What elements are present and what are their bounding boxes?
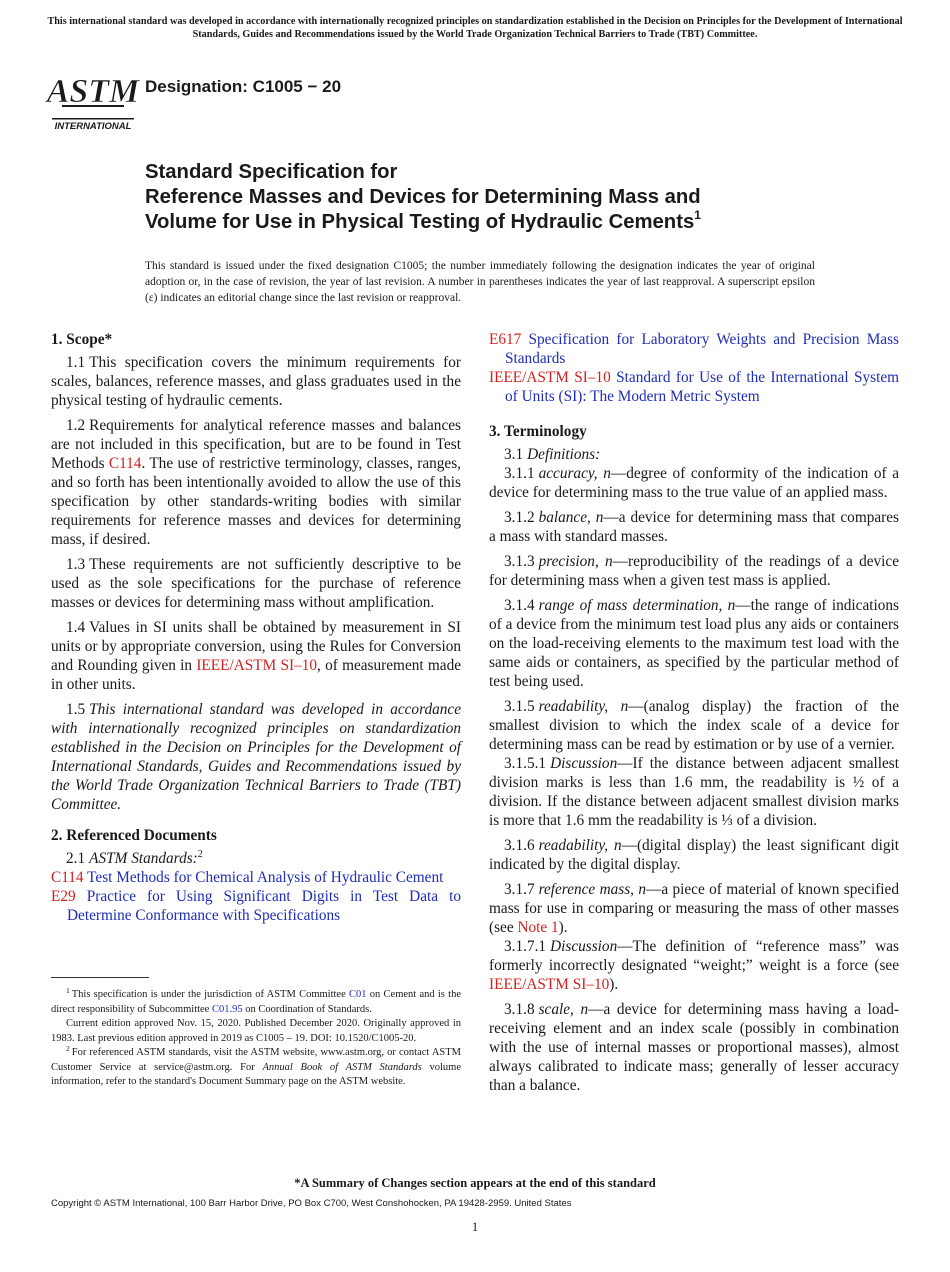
link-si10-ref[interactable]: IEEE/ASTM SI–10 [489, 976, 610, 993]
page-title [145, 160, 845, 235]
link-c0195[interactable]: C01.95 [211, 1003, 243, 1015]
referenced-documents-heading: 2. Referenced Documents [51, 827, 217, 844]
para-2-1: 2.1 ASTM Standards:$^2$ [66, 849, 203, 867]
ref-c114[interactable]: C114 Test Methods for Chemical Analysis of Hydraulic Cement [51, 869, 444, 886]
summary-of-changes-note: *A Summary of Changes section appears at the end of this standard [294, 1176, 656, 1190]
para-3-1-5: 3.1.5 readability, n—(analog display) the fraction of the smallest division to which the index scale of a device for determining mass can be read by estimation or by use of a vernier. [489, 698, 899, 753]
designation: Designation: C1005 − 20 [145, 77, 342, 96]
terminology-heading: 3. Terminology [489, 423, 587, 440]
para-3-1-2: 3.1.2 balance, n—a device for determining mass that compares a mass with standard masses. [489, 509, 899, 545]
scope-heading: 1. Scope* [51, 331, 113, 348]
para-1-2: 1.2 Requirements for analytical reference masses and balances are not included in this specification, but are to be found in Test Methods C114. The use of restrictive terminology, classes, ranges, and so forth has been intentionally avoided to allow the use of this specification by other standards-writing bodies with similar requirements for reference masses and devices for determining mass, if desired. [51, 417, 461, 548]
title-footnote-mark[interactable]: 1 [694, 208, 701, 222]
astm-logo [46, 58, 140, 132]
title-line-1: Standard Specification for [145, 161, 398, 183]
copyright: Copyright © ASTM International, 100 Barr Harbor Drive, PO Box C700, West Conshohocken, PA 19428-2959. United States [51, 1198, 572, 1209]
left-column [51, 330, 461, 925]
link-si10[interactable]: IEEE/ASTM SI–10 [196, 657, 318, 674]
para-1-1: 1.1 This specification covers the minimum requirements for scales, balances, reference masses, and glass graduates used in the physical testing of hydraulic cements. [51, 354, 461, 409]
para-1-5: 1.5 This international standard was developed in accordance with internationally recognized principles on standardization established in the Decision on Principles for the Development of International Standards, Guides and Recommendations issued by the World Trade Organization Technical Barriers to Trade (TBT) Committee. [51, 701, 461, 813]
para-3-1-5-1: 3.1.5.1 Discussion—If the distance between adjacent smallest division marks is less than 1.6 mm, the readability is ½ of a division. If the distance between adjacent smallest division marks is more that 1.6 mm the readability is ⅓ of a division. [489, 755, 899, 829]
logo-text: INTERNATIONAL [54, 121, 132, 132]
footnote-divider [51, 977, 149, 978]
title-line-2: Reference Masses and Devices for Determining Mass and [145, 186, 701, 208]
title-line-3: Volume for Use in Physical Testing of Hydraulic Cements$^1$ [145, 208, 701, 233]
para-1-3: 1.3 These requirements are not sufficiently descriptive to be used as the sole specifications for the purchase of reference masses or devices for determining mass without amplification. [51, 556, 461, 611]
para-3-1-7-1: 3.1.7.1 Discussion—The definition of “reference mass” was formerly incorrectly designated “weight;” weight is a force (see IEEE/ASTM SI–10). [489, 938, 899, 993]
link-c01[interactable]: C01 [349, 989, 367, 1000]
para-3-1-7: 3.1.7 reference mass, n—a piece of material of known specified mass for use in comparing or measuring the mass of other masses (see Note 1). [489, 881, 899, 936]
svg-text:ASTM: ASTM [46, 73, 140, 110]
right-column [489, 330, 899, 1101]
issue-note: This standard is issued under the fixed designation C1005; the number immediately following the designation indicates the year of original adoption or, in the case of revision, the year of last revision. A number in parentheses indicates the year of last reapproval. A superscript epsilon (ε) indicates an editorial change since the last revision or reapproval. [145, 260, 815, 304]
page-number: 1 [471, 1220, 479, 1234]
ref-e29[interactable]: E29 Practice for Using Significant Digits in Test Data to Determine Conformance with Specifications [51, 888, 461, 924]
link-note-1[interactable]: Note 1 [517, 919, 559, 936]
footnote-1: $^1$ This specification is under the jurisdiction of ASTM Committee C01 on Cement and is the direct responsibility of Subcommittee C01.95 on Coordination of Standards. [51, 986, 461, 1015]
para-3-1-6: 3.1.6 readability, n—(digital display) the least significant digit indicated by the digital display. [489, 837, 900, 873]
para-1-4: 1.4 Values in SI units shall be obtained by measurement in SI units or by appropriate conversion, using the Rules for Conversion and Rounding given in IEEE/ASTM SI–10, of measurement made in other units. [51, 619, 462, 693]
para-3-1-8: 3.1.8 scale, n—a device for determining mass having a load-receiving element and an index scale (possibly in combination with the use of internal masses or proportional masses), almost always calibrated to indicate mass; generally of lesser accuracy than a balance. [489, 1001, 899, 1094]
ref-e617[interactable]: E617 Specification for Laboratory Weights and Precision Mass Standards [489, 331, 899, 367]
footnote-1-edition: Current edition approved Nov. 15, 2020. Published December 2020. Originally approved in 1983. Last previous edition approved in 2019 as C1005 – 19. DOI: 10.1520/C1005-20. [51, 1018, 461, 1044]
para-3-1-4: 3.1.4 range of mass determination, n—the range of indications of a device from the minimum test load plus any aids or containers on the load-receiving elements to the maximum test load with the same aids or containers, as specified by the particular method of test being used. [489, 597, 900, 690]
para-3-1-3: 3.1.3 precision, n—reproducibility of the readings of a device for determining mass when a given test mass is applied. [489, 553, 899, 589]
footnote-2: $^2$ For referenced ASTM standards, visit the ASTM website, www.astm.org, or contact ASTM Customer Service at service@astm.org. For Annual Book of ASTM Standards volume information, refer to the standard's Document Summary page on the ASTM website. [51, 1044, 461, 1087]
international-standard-notice: This international standard was developed in accordance with internationally recognized principles on standardization established in the Decision on Principles for the Development of International Standards, Guides and Recommendations issued by the World Trade Organization Technical Barriers to Trade (TBT) Committee. [47, 16, 903, 40]
para-3-1-1: 3.1.1 accuracy, n—degree of conformity of the indication of a device for determining mass to the true value of an applied mass. [489, 465, 899, 501]
footnotes [51, 988, 461, 1090]
ref-si10[interactable]: IEEE/ASTM SI–10 Standard for Use of the International System of Units (SI): The Modern Metric System [489, 369, 900, 405]
para-3-1: 3.1 Definitions: [504, 446, 601, 463]
link-c114[interactable]: C114 [108, 455, 142, 472]
